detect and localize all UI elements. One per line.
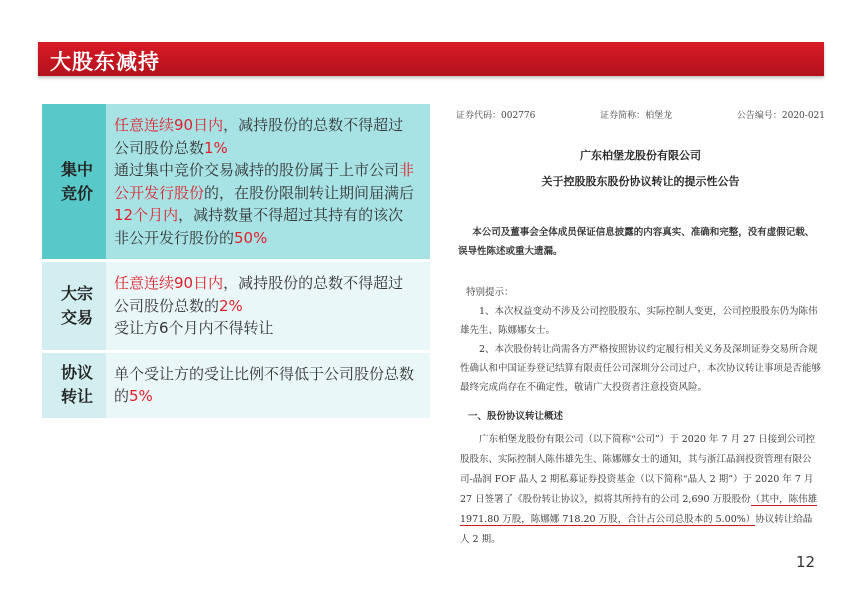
rule-label-text: 大宗交易 <box>60 283 93 327</box>
rule-paragraph <box>114 317 418 340</box>
rule-label <box>42 104 106 259</box>
page-number: 12 <box>796 553 816 571</box>
doc-notice-1: 1、本次权益变动不涉及公司控股股东、实际控制人变更，公司控股股东仍为陈伟雄先生、陈娜娜女士。 <box>460 306 818 336</box>
rule-text: 的，在股份限制转让期间届满后 <box>204 183 415 202</box>
rule-paragraph <box>114 114 418 159</box>
rule-paragraph <box>114 159 418 249</box>
doc-section-heading: 一、股份协议转让概述 <box>468 411 564 422</box>
rule-row-centralized-bidding <box>42 104 430 259</box>
slide-title: 大股东减持 <box>50 50 160 74</box>
rule-text: 受让方6个月内不得转让 <box>114 319 274 337</box>
doc-header <box>448 108 833 121</box>
doc-notice-2: 2、本次股份转让尚需各方严格按照协议约定履行相关义务及深圳证券交易所合规性确认和中国证券登记结算有限责任公司深圳分公司过户，本次协议转让事项是否能够最终完成尚存在不确定性，敬请广大投资者注意投资风险。 <box>460 344 822 393</box>
rule-body <box>106 262 430 350</box>
rule-highlight: 50% <box>234 228 268 247</box>
rule-body <box>106 104 430 259</box>
announcement-number: 公告编号：2020-021 <box>736 111 825 121</box>
doc-transfer-paragraph <box>448 430 833 550</box>
doc-notice-heading: 特别提示： <box>466 287 514 298</box>
rule-text: 单个受让方的受让比例不得低于公司股份总数的 <box>114 364 415 405</box>
doc-para-end: 协议转让给晶人 2 期。 <box>460 514 813 545</box>
security-abbr: 证券简称：柏堡龙 <box>600 111 673 121</box>
rule-highlight: 非公开发行股份 <box>114 161 415 202</box>
doc-board-statement: 本公司及董事会全体成员保证信息披露的内容真实、准确和完整，没有虚假记载、误导性陈述或重大遗漏。 <box>458 227 815 257</box>
rule-row-agreement-transfer <box>42 353 430 418</box>
rule-highlight: 任意连续90日内 <box>114 116 224 134</box>
security-code: 证券代码：002776 <box>456 111 536 121</box>
rule-text: ，减持数量不得超过其持有的该次非公开发行股份的 <box>114 206 404 247</box>
doc-underlined-text: （其中，陈伟雄 1971.80 万股，陈娜娜 718.20 万股，合计占公司总股本的 5.00%） <box>460 494 818 525</box>
rule-text: ，减持股份的总数不得超过公司股份总数 <box>114 116 404 157</box>
rule-label-text: 协议转让 <box>60 363 93 406</box>
rule-highlight: 12个月内 <box>114 206 179 224</box>
rule-highlight: 2% <box>219 296 243 315</box>
rule-paragraph <box>114 363 418 408</box>
doc-title: 关于控股股东股份协议转让的提示性公告 <box>541 175 740 188</box>
rule-text: ，减持股份的总数不得超过公司股份总数的 <box>114 274 404 315</box>
rule-label <box>42 353 106 418</box>
rule-paragraph <box>114 272 418 317</box>
doc-company-name: 广东柏堡龙股份有限公司 <box>580 149 701 162</box>
rule-body <box>106 353 430 418</box>
rule-highlight: 5% <box>129 387 153 405</box>
reduction-rules-table <box>42 104 430 421</box>
rule-text: 通过集中竞价交易减持的股份属于上市公司 <box>114 161 400 179</box>
rule-highlight: 1% <box>204 138 228 157</box>
announcement-document <box>448 108 833 548</box>
rule-row-block-trade <box>42 262 430 350</box>
rule-label <box>42 262 106 350</box>
doc-para-text: 广东柏堡龙股份有限公司（以下简称“公司”）于 2020 年 7 月 27 日接到公司控股股东、实际控制人陈伟雄先生、陈娜娜女士的通知，其与浙江晶润投资管理有限公司-晶润 FOF 晶人 2 期私募证券投资基金（以下简称“晶人 2 期”）于 2020 年 7 月 27 日签署了《股份转让协议》，拟将其所持有的公司 2,690 万股股份 <box>460 434 816 505</box>
rule-label-text: 集中竞价 <box>60 159 93 203</box>
slide-title-bar <box>38 42 824 76</box>
rule-highlight: 任意连续90日内 <box>114 274 224 292</box>
